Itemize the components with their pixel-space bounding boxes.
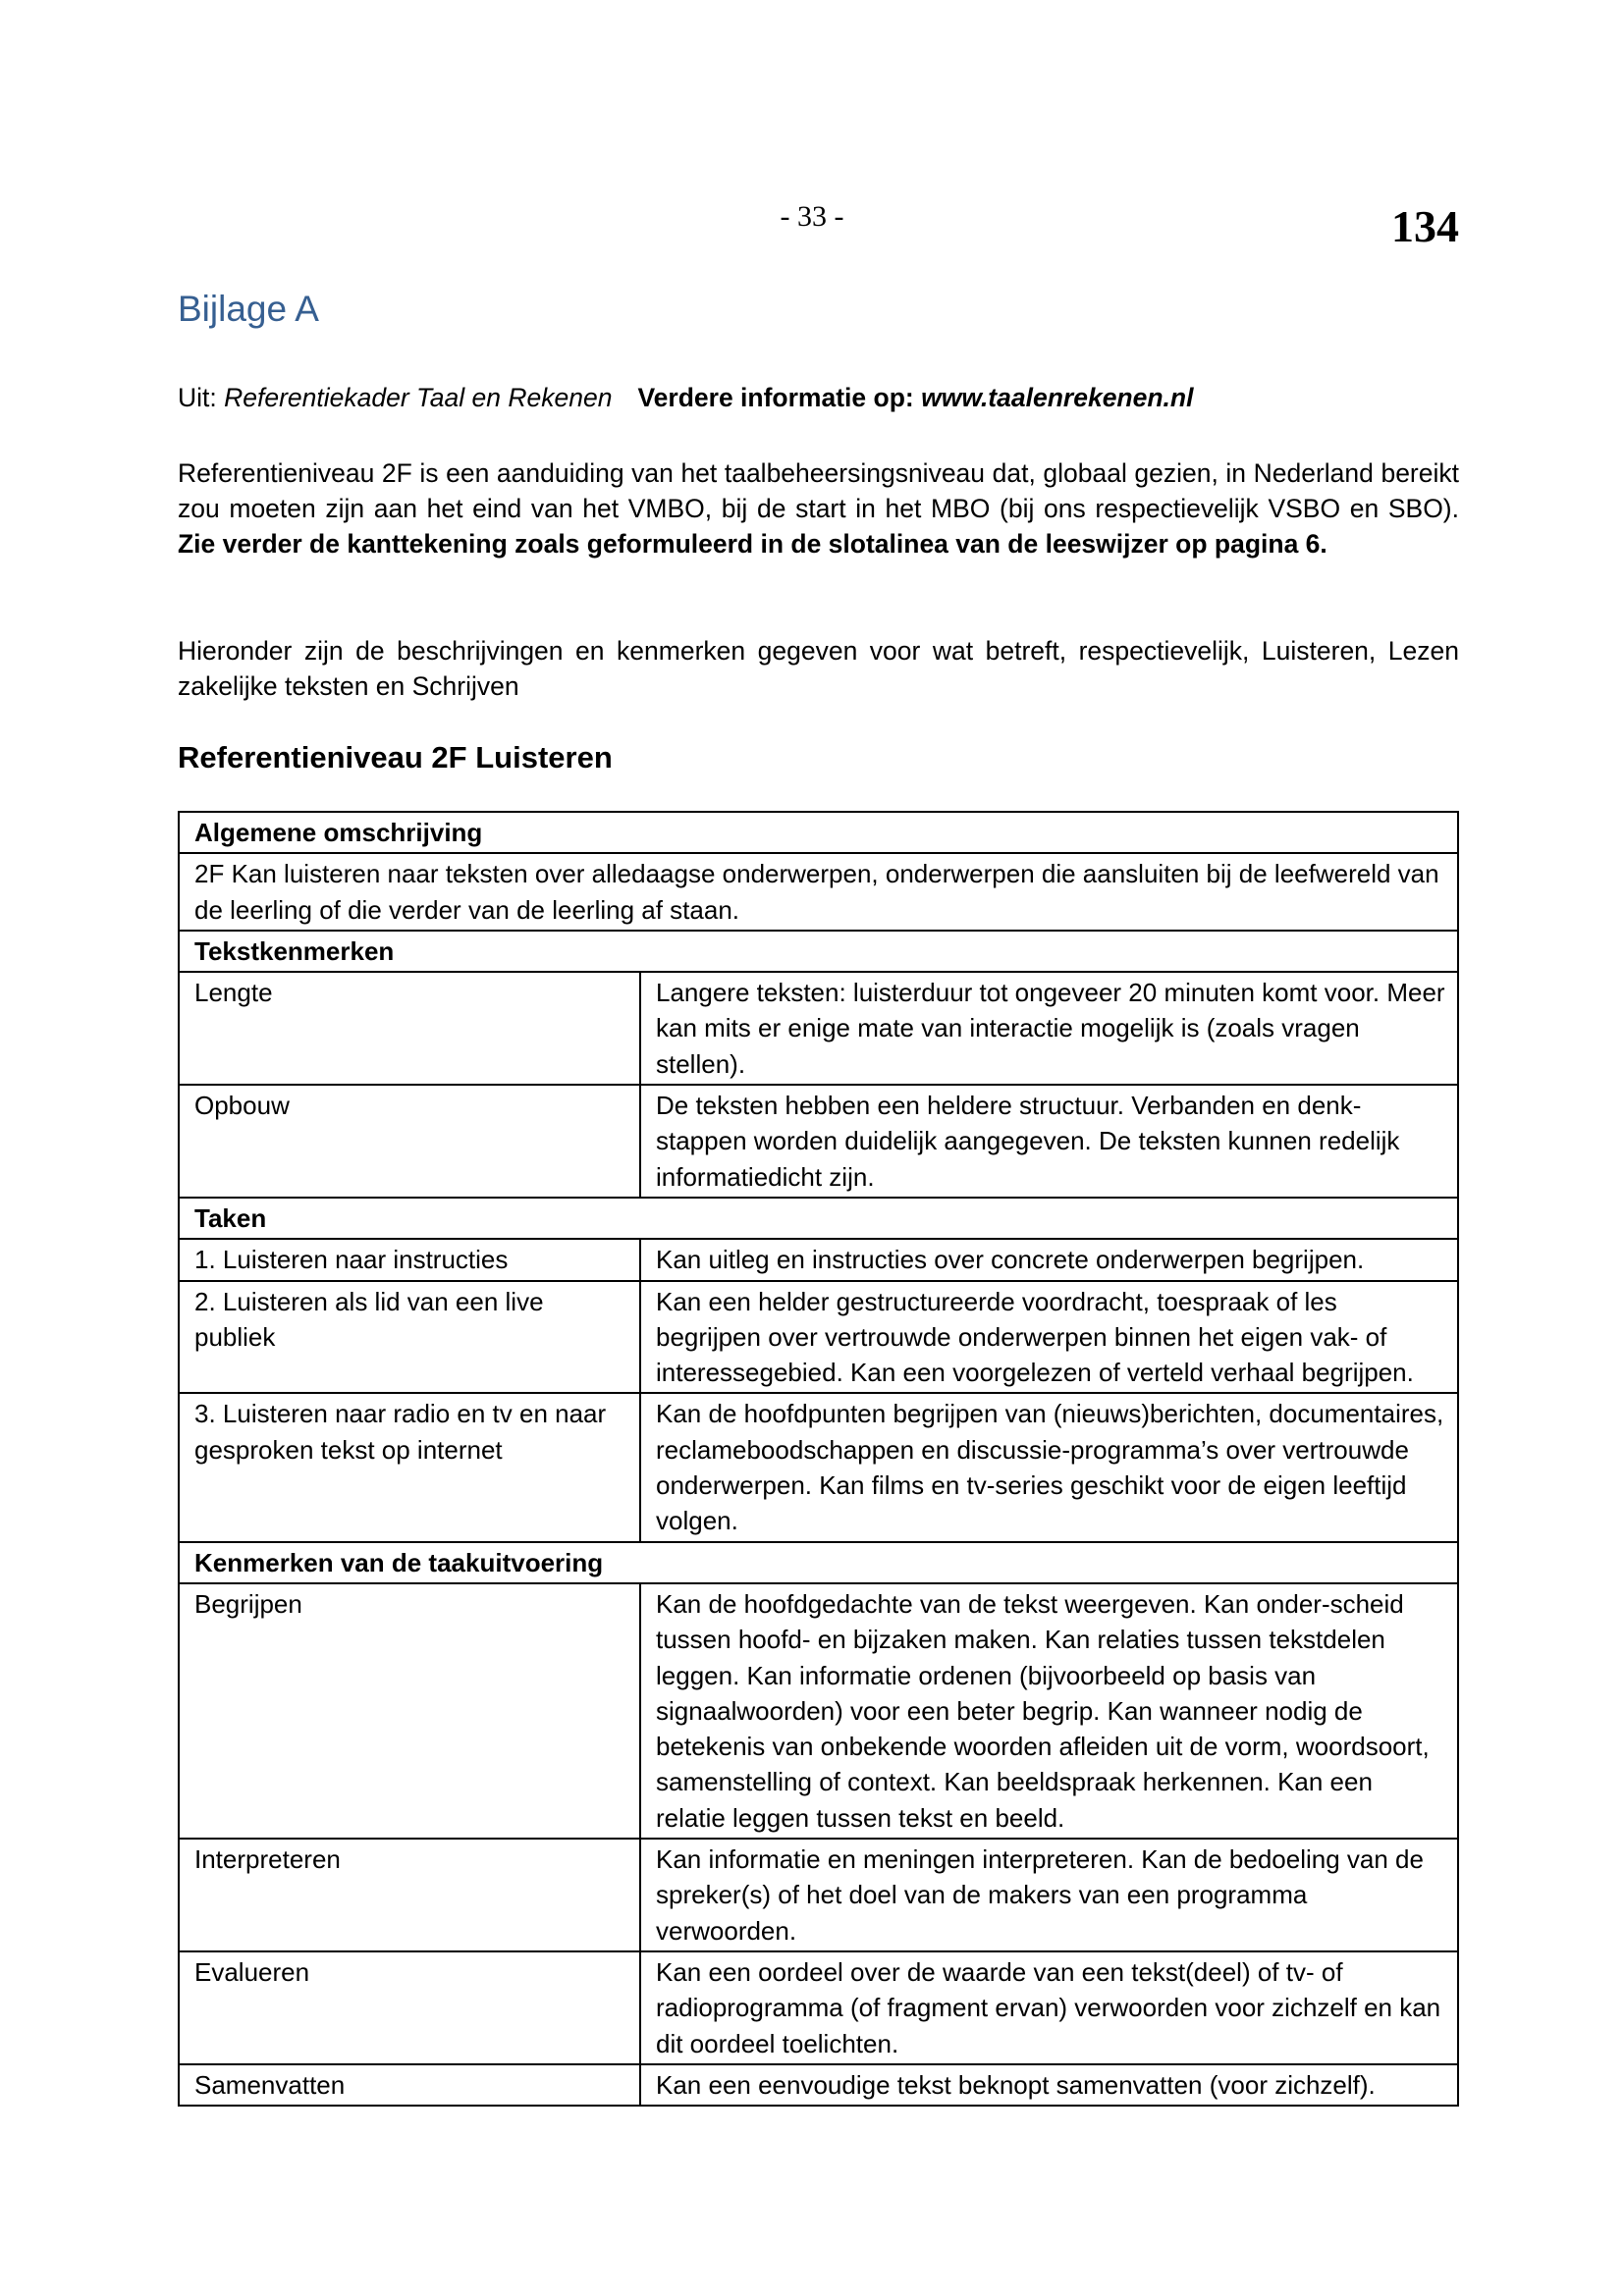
intro-paragraph-1 [178, 455, 1459, 562]
table-section-header [179, 1198, 1458, 1239]
row-label: Evalueren [179, 1951, 640, 2064]
source-prefix: Uit: [178, 383, 225, 412]
general-description-text: 2F Kan luisteren naar teksten over alledaagse onderwerpen, onderwerpen die aansluiten bij de leefwereld van de leerling of die verder van de leerling af staan. [179, 853, 1458, 931]
more-info-label: Verdere informatie op: [637, 383, 922, 412]
more-info [637, 383, 1193, 412]
row-text: Kan de hoofdpunten begrijpen van (nieuws)berichten, documentaires, reclameboodschappen en discussie-programma’s over vertrouwde onderwerpen. Kan films en tv-series geschikt voor de eigen leeftijd volgen. [640, 1393, 1458, 1541]
row-label: Lengte [179, 972, 640, 1085]
tasks-header: Taken [179, 1198, 1458, 1239]
row-text: De teksten hebben een heldere structuur. Verbanden en denk-stappen worden duidelijk aangegeven. De teksten kunnen redelijk informatiedicht zijn. [640, 1085, 1458, 1198]
more-info-url: www.taalenrekenen.nl [921, 383, 1194, 412]
row-label: 3. Luisteren naar radio en tv en naar gesproken tekst op internet [179, 1393, 640, 1541]
row-text: Kan uitleg en instructies over concrete onderwerpen begrijpen. [640, 1239, 1458, 1280]
intro-paragraph-1-regular: Referentieniveau 2F is een aanduiding van het taalbeheersingsniveau dat, globaal gezien, in Nederland bereikt zou moeten zijn aan het eind van het VMBO, bij de start in het MBO (bij ons respectievelijk VSBO en SBO). [178, 458, 1459, 524]
row-text: Kan een oordeel over de waarde van een tekst(deel) of tv- of radioprogramma (of fragment ervan) verwoorden voor zichzelf en kan dit oordeel toelichten. [640, 1951, 1458, 2064]
table-section-header [179, 931, 1458, 972]
table-row [179, 1281, 1458, 1394]
source-line [178, 383, 1193, 413]
row-label: Interpreteren [179, 1839, 640, 1951]
table-section-header [179, 1542, 1458, 1583]
table-row [179, 1393, 1458, 1541]
appendix-title: Bijlage A [178, 289, 319, 329]
table-row [179, 972, 1458, 1085]
table-row [179, 1839, 1458, 1951]
reference-table [178, 811, 1459, 2107]
task-execution-header: Kenmerken van de taakuitvoering [179, 1542, 1458, 1583]
row-text: Kan informatie en meningen interpreteren. Kan de bedoeling van de spreker(s) of het doel van de makers van een programma verwoorden. [640, 1839, 1458, 1951]
table-row [179, 2064, 1458, 2106]
row-label: 2. Luisteren als lid van een live publiek [179, 1281, 640, 1394]
text-features-header: Tekstkenmerken [179, 931, 1458, 972]
table-row [179, 853, 1458, 931]
source-title: Referentiekader Taal en Rekenen [224, 383, 613, 412]
row-label: Begrijpen [179, 1583, 640, 1839]
intro-paragraph-1-bold: Zie verder de kanttekening zoals geformuleerd in de slotalinea van de leeswijzer op pagina 6. [178, 529, 1327, 560]
row-text: Kan de hoofdgedachte van de tekst weergeven. Kan onder-scheid tussen hoofd- en bijzaken maken. Kan relaties tussen tekstdelen leggen. Kan informatie ordenen (bijvoorbeeld op basis van signaalwoorden) voor een beter begrip. Kan wanneer nodig de betekenis van onbekende woorden afleiden uit de vorm, woordsoort, samenstelling of context. Kan beeldspraak herkennen. Kan een relatie leggen tussen tekst en beeld. [640, 1583, 1458, 1839]
row-label: Opbouw [179, 1085, 640, 1198]
table-row [179, 1239, 1458, 1280]
row-label: Samenvatten [179, 2064, 640, 2106]
document-number: 134 [1391, 201, 1459, 251]
table-row [179, 1951, 1458, 2064]
table-row [179, 1085, 1458, 1198]
table-section-header [179, 812, 1458, 853]
row-text: Kan een eenvoudige tekst beknopt samenvatten (voor zichzelf). [640, 2064, 1458, 2106]
general-description-header: Algemene omschrijving [179, 812, 1458, 853]
row-label: 1. Luisteren naar instructies [179, 1239, 640, 1280]
row-text: Kan een helder gestructureerde voordracht, toespraak of les begrijpen over vertrouwde onderwerpen binnen het eigen vak- of interessegebied. Kan een voorgelezen of verteld verhaal begrijpen. [640, 1281, 1458, 1394]
table-row [179, 1583, 1458, 1839]
row-text: Langere teksten: luisterduur tot ongeveer 20 minuten komt voor. Meer kan mits er enige mate van interactie mogelijk is (zoals vragen stellen). [640, 972, 1458, 1085]
intro-paragraph-2: Hieronder zijn de beschrijvingen en kenmerken gegeven voor wat betreft, respectievelijk, Luisteren, Lezen zakelijke teksten en Schrijven [178, 636, 1459, 702]
page-number: - 33 - [780, 200, 844, 233]
section-title: Referentieniveau 2F Luisteren [178, 740, 613, 774]
